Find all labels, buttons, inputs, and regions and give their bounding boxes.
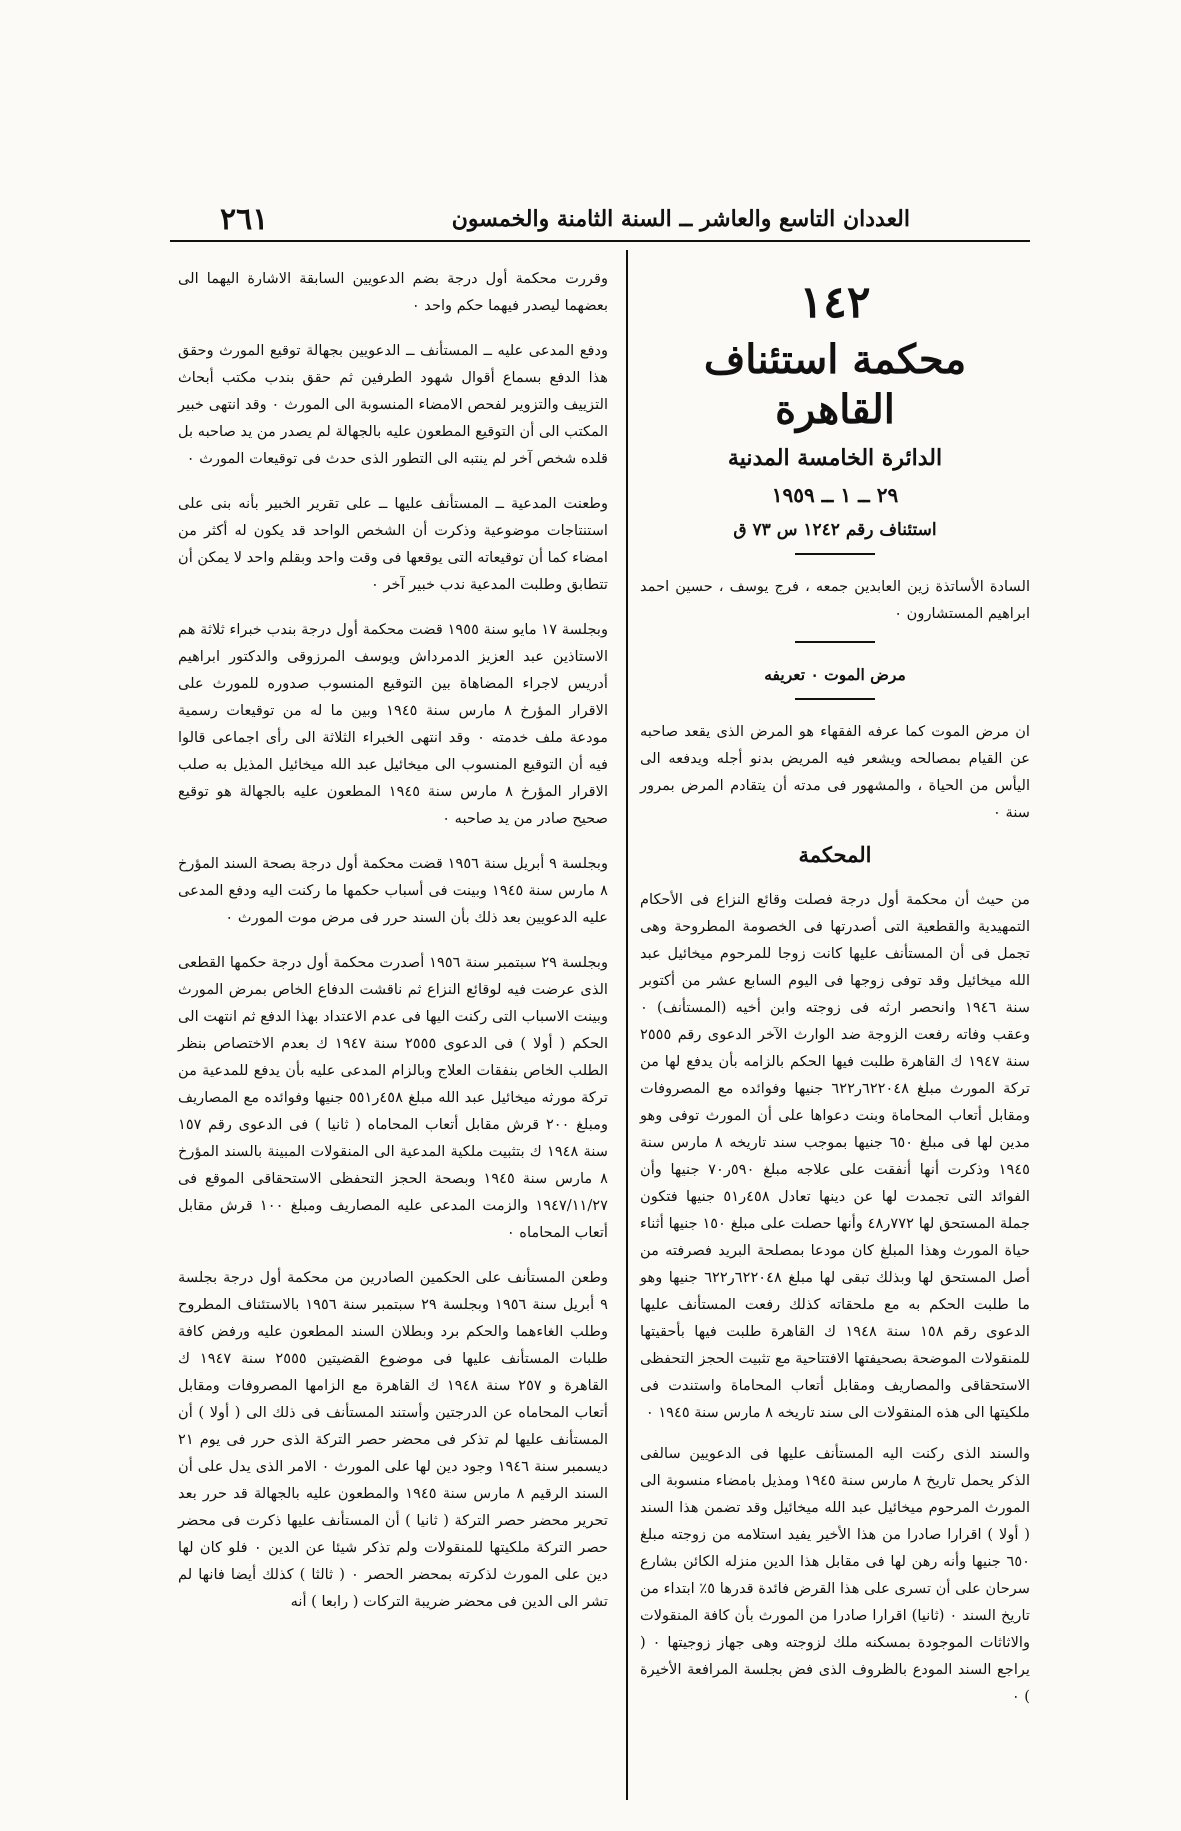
column-divider xyxy=(626,250,628,1800)
separator-rule xyxy=(795,698,875,700)
running-header xyxy=(170,200,1030,242)
judges-list: السادة الأساتذة زين العابدين جمعه ، فرج يوسف ، حسين احمد ابراهيم المستشارون ٠ xyxy=(640,578,1030,622)
court-name: محكمة استئناف القاهرة xyxy=(703,336,967,433)
body-paragraph: وطعنت المدعية ــ المستأنف عليها ــ على تقرير الخبير بأنه بنى على استنتاجات موضوعية وذكرت أن الشخص الواحد قد يكون له أكثر من امضاء كما أن توقيعاته التى يوقعها فى وقت واحد وبقلم واحد لا يمكن أن تتطابق وطلبت المدعية ندب خبير آخر ٠ xyxy=(178,495,608,593)
body-paragraph: وطعن المستأنف على الحكمين الصادرين من محكمة أول درجة بجلسة ٩ أبريل سنة ١٩٥٦ وبجلسة ٢٩ سبتمبر سنة ١٩٥٦ بالاستئناف المطروح وطلب الغاءهما والحكم برد وبطلان السند المطعون عليه ورفض كافة طلبات المستأنف عليها فى موضوع القضيتين ٢٥٥٥ سنة ١٩٤٧ ك القاهرة و ٢٥٧ سنة ١٩٤٨ ك القاهرة مع الزامها المصروفات ومقابل أتعاب المحاماه عن الدرجتين وأستند المستأنف فى ذلك الى ( أولا ) أن المستأنف عليها لم تذكر فى محضر حصر التركة الذى حرر فى يوم ٢١ ديسمبر سنة ١٩٤٦ وجود دين لها على المورث ٠ الامر الذى يدل على أن السند الرقيم ٨ مارس سنة ١٩٤٥ والمطعون عليه بالجهالة قد حرر بعد تحرير محضر حصر التركة ( ثانيا ) أن المستأنف عليها ذكرت فى محضر حصر التركة ملكيتها للمنقولات ولم تذكر شيئا عن الدين ٠ فلو كان لها دين على المورث لذكرته بمحضر الحصر ٠ ( ثالثا ) كذلك أيضا فانها لم تشر الى الدين فى محضر ضريبة التركات ( رابعا ) أنه xyxy=(178,1269,609,1610)
journal-issue-title: العددان التاسع والعاشر ــ السنة الثامنة والخمسون xyxy=(451,206,910,232)
judgment-date: ٢٩ ــ ١ ــ ١٩٥٩ xyxy=(771,483,899,507)
body-paragraph: وقررت محكمة أول درجة بضم الدعويين السابقة الاشارة اليهما الى بعضهما ليصدر فيهما حكم واحد ٠ xyxy=(178,270,608,314)
separator-rule xyxy=(795,641,875,643)
case-topic: مرض الموت ٠ تعريفه xyxy=(764,665,906,684)
body-paragraph: ودفع المدعى عليه ــ المستأنف ــ الدعويين بجهالة توقيع المورث وحقق هذا الدفع بسماع أقوال شهود الطرفين ثم حقق بندب مكتب أبحاث التزييف والتزوير لفحص الامضاء المنسوبة الى المورث ٠ وقد انتهى خبير المكتب الى أن التوقيع المطعون عليه بالجهالة لم يصدر من يد صاحبه بل قلده شخص آخر لم ينتبه الى التطور الذى حدث فى توقيعات المورث ٠ xyxy=(178,342,608,467)
left-column xyxy=(178,265,608,1633)
court-section-heading: المحكمة xyxy=(798,842,872,867)
separator-rule xyxy=(795,553,875,555)
body-paragraph: وبجلسة ٩ أبريل سنة ١٩٥٦ قضت محكمة أول درجة بصحة السند المؤرخ ٨ مارس سنة ١٩٤٥ وبينت فى أسباب حكمها ما ركنت اليه ودفع المدعى عليه الدعويين بعد ذلك بأن السند حرر فى مرض موت المورث ٠ xyxy=(178,855,608,926)
right-column xyxy=(640,265,1030,1724)
appeal-number: استئناف رقم ١٢٤٢ س ٧٣ ق xyxy=(733,520,937,540)
body-paragraph: وبجلسة ٢٩ سبتمبر سنة ١٩٥٦ أصدرت محكمة أول درجة حكمها القطعى الذى عرضت فيه لوقائع النزاع ثم ناقشت الدفاع الخاص بمرض المورث وبينت الاسباب التى ركنت اليها فى عدم الاعتداد بهذا الدفع ثم انتهت الى الحكم ( أولا ) فى الدعوى ٢٥٥٥ سنة ١٩٤٧ ك بعدم الاختصاص بنظر الطلب الخاص بنفقات العلاج وبالزام المدعى عليه بأن يدفع للمدعية من تركة مورثه ميخائيل عبد الله مبلغ ٤٥٨ر٥٥١ جنيها وفوائده مع المصاريف ومبلغ ٢٠٠ قرش مقابل أتعاب المحاماه ( ثانيا ) فى الدعوى رقم ١٥٧ سنة ١٩٤٨ ك بتثبيت ملكية المدعية الى المنقولات المبينة بالسند المؤرخ ٨ مارس سنة ١٩٤٥ وبصحة الحجز التحفظى الاستحقاقى الموقع فى ١٩٤٧/١١/٢٧ والزمت المدعى عليه المصاريف ومبلغ ١٠٠ قرش مقابل أتعاب المحاماه ٠ xyxy=(178,954,609,1241)
case-number: ١٤٢ xyxy=(799,277,871,328)
headnote: ان مرض الموت كما عرفه الفقهاء هو المرض الذى يقعد صاحبه عن القيام بمصالحه ويشعر فيه المريض بدنو أجله ويدفعه الى اليأس من الحياة ، والمشهور فى مدته أن يتقادم المرض بمرور سنة ٠ xyxy=(640,723,1030,821)
page-number: ٢٦١ xyxy=(220,202,269,237)
body-paragraph: وبجلسة ١٧ مايو سنة ١٩٥٥ قضت محكمة أول درجة بندب خبراء ثلاثة هم الاستاذين عبد العزيز الدمرداش ويوسف المرزوقى والدكتور ابراهيم أدريس لاجراء المضاهاة بين التوقيع المنسوب صدوره للمورث على الاقرار المؤرخ ٨ مارس سنة ١٩٤٥ وبين ما له من توقيعات رسمية مودعة ملف خدمته ٠ وقد انتهى الخبراء الثلاثة الى رأى اجماعى قالوا فيه أن التوقيع المنسوب الى ميخائيل عبد الله ميخائيل المذيل به صلب الاقرار المؤرخ ٨ مارس سنة ١٩٤٥ المطعون عليه بالجهالة هو توقيع صحيح صادر من يد صاحبه ٠ xyxy=(178,621,608,827)
court-circuit: الدائرة الخامسة المدنية xyxy=(727,445,943,471)
body-paragraph: من حيث أن محكمة أول درجة فصلت وقائع النزاع فى الأحكام التمهيدية والقطعية التى أصدرتها فى الخصومة المطروحة وهى تجمل فى أن المستأنف عليها كانت زوجا للمرحوم ميخائيل عبد الله ميخائيل وقد توفى زوجها فى اليوم السابع عشر من أكتوبر سنة ١٩٤٦ وانحصر ارثه فى زوجته وابن أخيه (المستأنف) ٠ وعقب وفاته رفعت الزوجة ضد الوارث الآخر الدعوى رقم ٢٥٥٥ سنة ١٩٤٧ ك القاهرة طلبت فيها الحكم بالزامه بأن يدفع لها من تركة المورث مبلغ ٦٢٢٠٤٨ر٦٢٢ جنيها وفوائده مع المصروفات ومقابل أتعاب المحاماة وبنت دعواها على أن المورث توفى وهو مدين لها فى مبلغ ٦٥٠ جنيها بموجب سند تاريخه ٨ مارس سنة ١٩٤٥ وذكرت أنها أنفقت على علاجه مبلغ ٥٩٠ر٧٠ جنيها وأن الفوائد التى تجمدت لها عن دينها تعادل ٤٥٨ر٥١ جنيها فتكون جملة المستحق لها ٧٧٢ر٤٨ وأنها حصلت على مبلغ ١٥٠ جنيها أثناء حياة المورث وهذا المبلغ كان مودعا بمصلحة البريد فصرفته من أصل المستحق لها وبذلك تبقى لها مبلغ ٦٢٢٠٤٨ر٦٢٢ جنيها وهو ما طلبت الحكم به مع ملحقاته كذلك رفعت المستأنف عليها الدعوى رقم ١٥٨ سنة ١٩٤٨ ك القاهرة طلبت فيها بأحقيتها للمنقولات الموضحة بصحيفتها الافتتاحية مع تثبيت الحجز التحفظى الاستحقاقى والمصاريف ومقابل أتعاب المحاماة واستندت فى ملكيتها الى هذه المنقولات الى سند تاريخه ٨ مارس سنة ١٩٤٥ ٠ xyxy=(640,891,1031,1421)
body-paragraph: والسند الذى ركنت اليه المستأنف عليها فى الدعويين سالفى الذكر يحمل تاريخ ٨ مارس سنة ١٩٤٥ ومذيل بامضاء منسوبة الى المورث المرحوم ميخائيل عبد الله ميخائيل وقد تضمن هذا السند ( أولا ) اقرارا صادرا من هذا الأخير يفيد استلامه من زوجته مبلغ ٦٥٠ جنيها وأنه رهن لها فى مقابل هذا الدين منزله الكائن بشارع سرحان على أن تسرى على هذا القرض فائدة قدرها ٥٪ ابتداء من تاريخ السند ٠ (ثانيا) اقرارا صادرا من المورث بأن كافة المنقولات والاثاثات الموجودة بمسكنه ملك لزوجته وهى جهاز زوجيتها ٠ ( يراجع السند المودع بالظروف الذى فض بجلسة المرافعة الأخيرة ) ٠ xyxy=(640,1445,1031,1705)
